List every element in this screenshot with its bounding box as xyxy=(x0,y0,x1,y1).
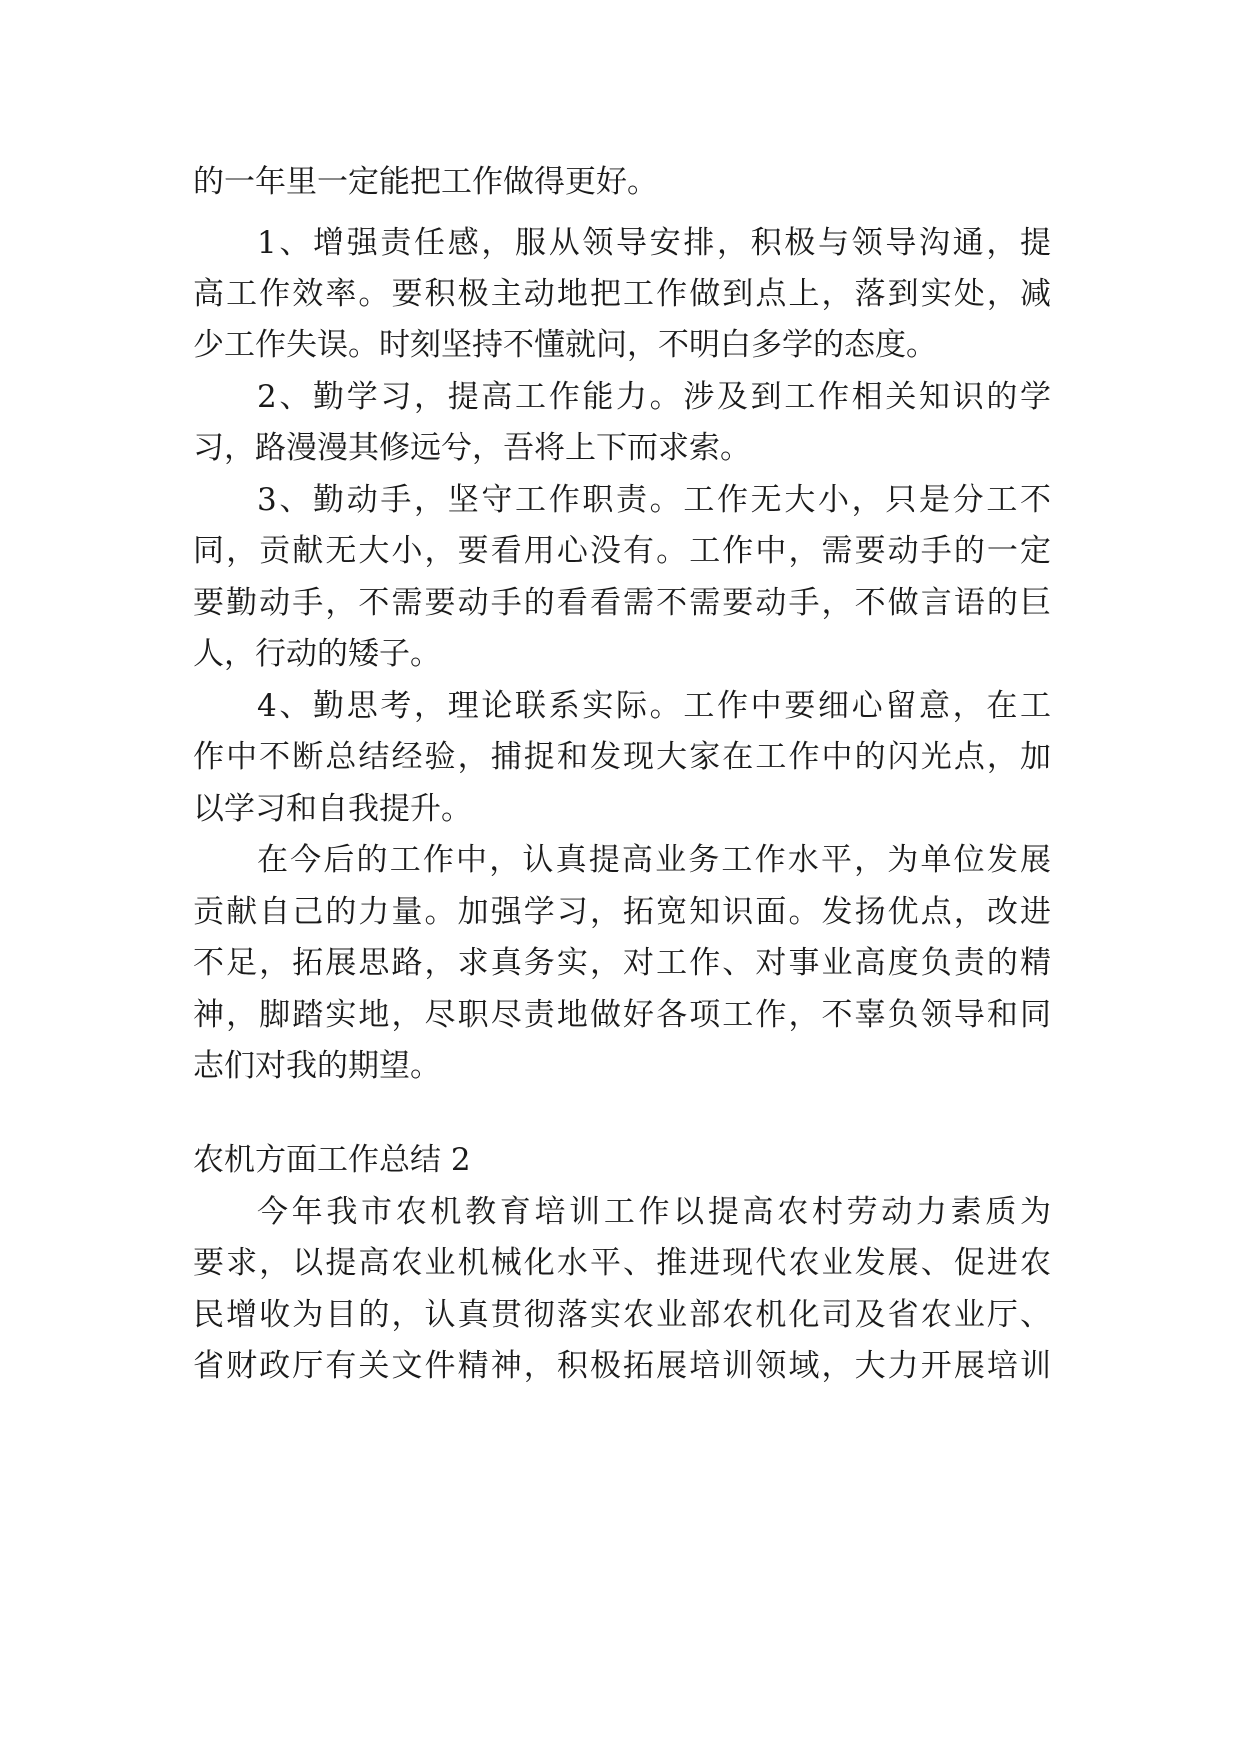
list-item-2-line: 2、勤学习，提高工作能力。涉及到工作相关知识的学 xyxy=(257,379,1051,415)
closing-paragraph-line: 在今后的工作中，认真提高业务工作水平，为单位发展 xyxy=(257,842,1051,878)
list-item-4-line: 以学习和自我提升。 xyxy=(193,791,472,827)
closing-paragraph-line: 神，脚踏实地，尽职尽责地做好各项工作，不辜负领导和同 xyxy=(193,997,1051,1033)
list-item-3-line: 人，行动的矮子。 xyxy=(193,636,441,672)
list-item-4-line: 4、勤思考，理论联系实际。工作中要细心留意，在工 xyxy=(257,688,1051,724)
closing-paragraph-line: 不足，拓展思路，求真务实，对工作、对事业高度负责的精 xyxy=(193,945,1051,981)
paragraph-line: 的一年里一定能把工作做得更好。 xyxy=(193,164,658,200)
section-heading: 农机方面工作总结 2 xyxy=(193,1142,471,1178)
list-item-2-line: 习，路漫漫其修远兮，吾将上下而求索。 xyxy=(193,430,751,466)
list-item-3-line: 同，贡献无大小，要看用心没有。工作中，需要动手的一定 xyxy=(193,533,1051,569)
list-item-3-line: 要勤动手，不需要动手的看看需不需要动手，不做言语的巨 xyxy=(193,585,1051,621)
section2-paragraph-line: 省财政厅有关文件精神，积极拓展培训领域，大力开展培训 xyxy=(193,1348,1051,1384)
section2-paragraph-line: 要求，以提高农业机械化水平、推进现代农业发展、促进农 xyxy=(193,1245,1051,1281)
section2-paragraph-line: 今年我市农机教育培训工作以提高农村劳动力素质为 xyxy=(257,1194,1051,1230)
list-item-4-line: 作中不断总结经验，捕捉和发现大家在工作中的闪光点，加 xyxy=(193,739,1051,775)
closing-paragraph-line: 贡献自己的力量。加强学习，拓宽知识面。发扬优点，改进 xyxy=(193,894,1051,930)
list-item-1-line: 少工作失误。时刻坚持不懂就问，不明白多学的态度。 xyxy=(193,327,937,363)
closing-paragraph-line: 志们对我的期望。 xyxy=(193,1048,441,1084)
list-item-3-line: 3、勤动手，坚守工作职责。工作无大小，只是分工不 xyxy=(257,482,1051,518)
list-item-1-line: 1、增强责任感，服从领导安排，积极与领导沟通，提 xyxy=(257,225,1051,261)
list-item-1-line: 高工作效率。要积极主动地把工作做到点上，落到实处，减 xyxy=(193,276,1051,312)
section2-paragraph-line: 民增收为目的，认真贯彻落实农业部农机化司及省农业厅、 xyxy=(193,1297,1051,1333)
